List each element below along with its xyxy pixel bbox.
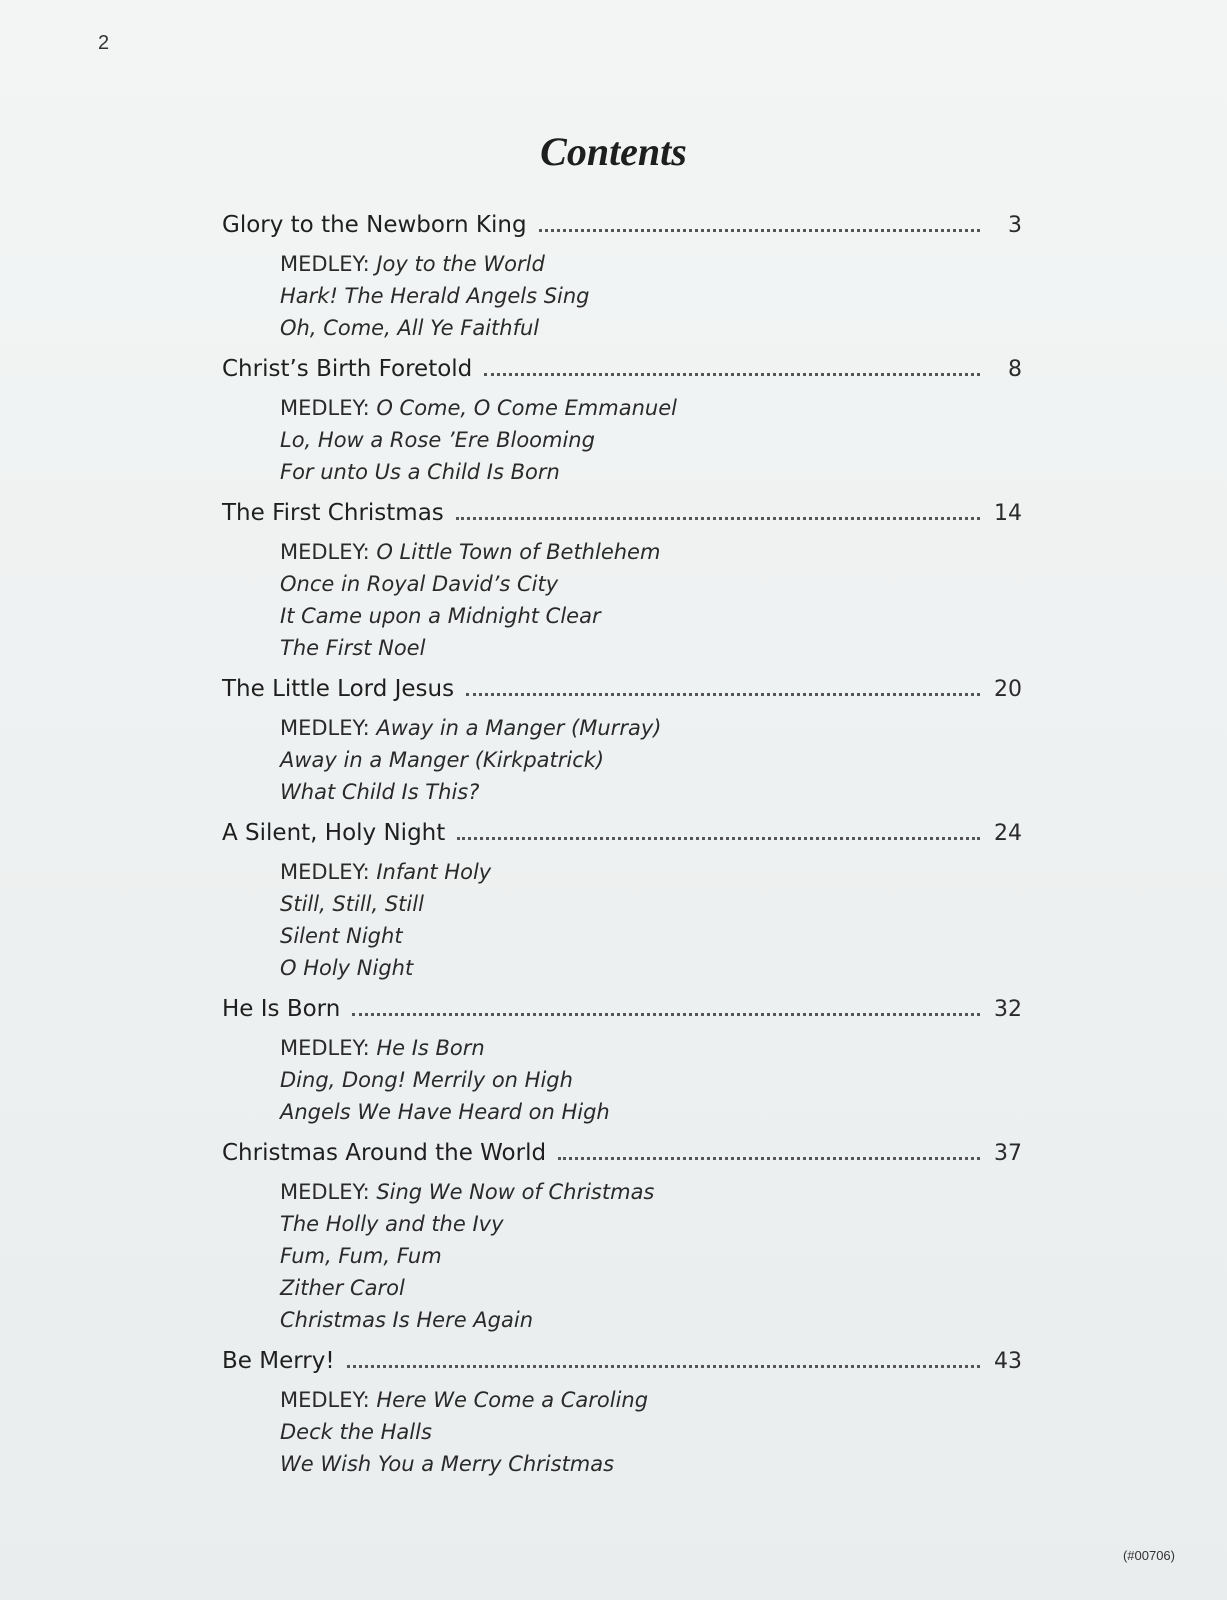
song-title: Hark! The Herald Angels Sing: [280, 284, 590, 308]
dot-leader: [456, 517, 980, 520]
medley-song: [280, 280, 1022, 312]
toc-entry-title: Glory to the Newborn King: [222, 212, 527, 238]
medley-song: [280, 856, 1022, 888]
song-title: For unto Us a Child Is Born: [280, 460, 560, 484]
medley-song-list: [280, 856, 1022, 984]
medley-song: [280, 920, 1022, 952]
song-title: The Holly and the Ivy: [280, 1212, 504, 1236]
toc-entry-page: 3: [1008, 213, 1022, 238]
dot-leader: [352, 1013, 980, 1016]
medley-song: [280, 888, 1022, 920]
medley-song: [280, 952, 1022, 984]
medley-song: [280, 1272, 1022, 1304]
toc-entry: [222, 356, 1022, 488]
song-title: Once in Royal David’s City: [280, 572, 559, 596]
toc-entry-heading: [222, 820, 1022, 856]
medley-song: [280, 600, 1022, 632]
medley-song: [280, 248, 1022, 280]
medley-song: [280, 536, 1022, 568]
medley-song: [280, 744, 1022, 776]
song-title: We Wish You a Merry Christmas: [280, 1452, 615, 1476]
medley-song-list: [280, 1384, 1022, 1480]
song-title: Oh, Come, All Ye Faithful: [280, 316, 540, 340]
song-title: O Little Town of Bethlehem: [376, 540, 661, 564]
toc-entry-page: 24: [994, 821, 1022, 846]
song-title: Infant Holy: [376, 860, 492, 884]
toc-entry-heading: [222, 996, 1022, 1032]
toc-entry-heading: [222, 212, 1022, 248]
medley-song: [280, 1384, 1022, 1416]
medley-song: [280, 1064, 1022, 1096]
song-title: The First Noel: [280, 636, 426, 660]
song-title: O Holy Night: [280, 956, 414, 980]
toc-entry-heading: [222, 500, 1022, 536]
medley-song-list: [280, 1176, 1022, 1336]
song-title: Fum, Fum, Fum: [280, 1244, 442, 1268]
song-title: It Came upon a Midnight Clear: [280, 604, 601, 628]
toc-entry-title: Be Merry!: [222, 1348, 335, 1374]
song-title: What Child Is This?: [280, 780, 480, 804]
medley-song: [280, 392, 1022, 424]
dot-leader: [466, 693, 980, 696]
song-title: Away in a Manger (Kirkpatrick): [280, 748, 605, 772]
dot-leader: [484, 373, 980, 376]
toc-entry-title: A Silent, Holy Night: [222, 820, 446, 846]
toc-entry-page: 14: [994, 501, 1022, 526]
medley-song-list: [280, 248, 1022, 344]
medley-song: [280, 712, 1022, 744]
toc-entry-heading: [222, 1140, 1022, 1176]
medley-song: [280, 312, 1022, 344]
song-title: Away in a Manger (Murray): [376, 716, 662, 740]
toc-entry-page: 20: [994, 677, 1022, 702]
medley-song-list: [280, 392, 1022, 488]
dot-leader: [457, 837, 980, 840]
medley-label: MEDLEY:: [280, 1388, 370, 1412]
toc-entry-heading: [222, 356, 1022, 392]
toc-entry: [222, 1140, 1022, 1336]
medley-song-list: [280, 1032, 1022, 1128]
dot-leader: [539, 229, 980, 232]
song-title: Still, Still, Still: [280, 892, 424, 916]
toc-entry-page: 43: [994, 1349, 1022, 1374]
toc-entry-title: Christmas Around the World: [222, 1140, 547, 1166]
medley-song: [280, 456, 1022, 488]
toc-entry-heading: [222, 1348, 1022, 1384]
medley-song: [280, 1096, 1022, 1128]
medley-song: [280, 1176, 1022, 1208]
medley-song: [280, 776, 1022, 808]
toc-entry-page: 8: [1008, 357, 1022, 382]
medley-label: MEDLEY:: [280, 396, 370, 420]
song-title: Lo, How a Rose ’Ere Blooming: [280, 428, 595, 452]
toc-entry-title: The Little Lord Jesus: [222, 676, 455, 702]
medley-song-list: [280, 712, 1022, 808]
dot-leader: [558, 1157, 980, 1160]
toc-entry-heading: [222, 676, 1022, 712]
dot-leader: [347, 1365, 980, 1368]
toc-entry-title: The First Christmas: [222, 500, 444, 526]
medley-song-list: [280, 536, 1022, 664]
toc-entry: [222, 676, 1022, 808]
medley-song: [280, 632, 1022, 664]
medley-song: [280, 1448, 1022, 1480]
medley-label: MEDLEY:: [280, 540, 370, 564]
table-of-contents: [222, 212, 1022, 1492]
toc-entry-title: He Is Born: [222, 996, 341, 1022]
medley-label: MEDLEY:: [280, 716, 370, 740]
catalog-number: (#00706): [1122, 1548, 1175, 1563]
medley-song: [280, 568, 1022, 600]
toc-entry: [222, 820, 1022, 984]
toc-entry-page: 37: [994, 1141, 1022, 1166]
medley-label: MEDLEY:: [280, 1180, 370, 1204]
toc-entry: [222, 500, 1022, 664]
medley-song: [280, 1240, 1022, 1272]
song-title: Christmas Is Here Again: [280, 1308, 534, 1332]
page-title: Contents: [540, 129, 687, 174]
medley-label: MEDLEY:: [280, 1036, 370, 1060]
medley-label: MEDLEY:: [280, 252, 370, 276]
toc-entry-title: Christ’s Birth Foretold: [222, 356, 473, 382]
song-title: Ding, Dong! Merrily on High: [280, 1068, 573, 1092]
toc-entry: [222, 1348, 1022, 1480]
medley-song: [280, 1032, 1022, 1064]
medley-song: [280, 1208, 1022, 1240]
song-title: Angels We Have Heard on High: [280, 1100, 610, 1124]
toc-entry: [222, 996, 1022, 1128]
toc-entry: [222, 212, 1022, 344]
song-title: Silent Night: [280, 924, 403, 948]
page-number: 2: [98, 32, 110, 54]
song-title: O Come, O Come Emmanuel: [376, 396, 677, 420]
medley-label: MEDLEY:: [280, 860, 370, 884]
song-title: Joy to the World: [376, 252, 545, 276]
medley-song: [280, 1304, 1022, 1336]
medley-song: [280, 1416, 1022, 1448]
song-title: Here We Come a Caroling: [376, 1388, 649, 1412]
song-title: Deck the Halls: [280, 1420, 432, 1444]
song-title: Zither Carol: [280, 1276, 405, 1300]
medley-song: [280, 424, 1022, 456]
song-title: He Is Born: [376, 1036, 485, 1060]
song-title: Sing We Now of Christmas: [376, 1180, 655, 1204]
toc-entry-page: 32: [994, 997, 1022, 1022]
